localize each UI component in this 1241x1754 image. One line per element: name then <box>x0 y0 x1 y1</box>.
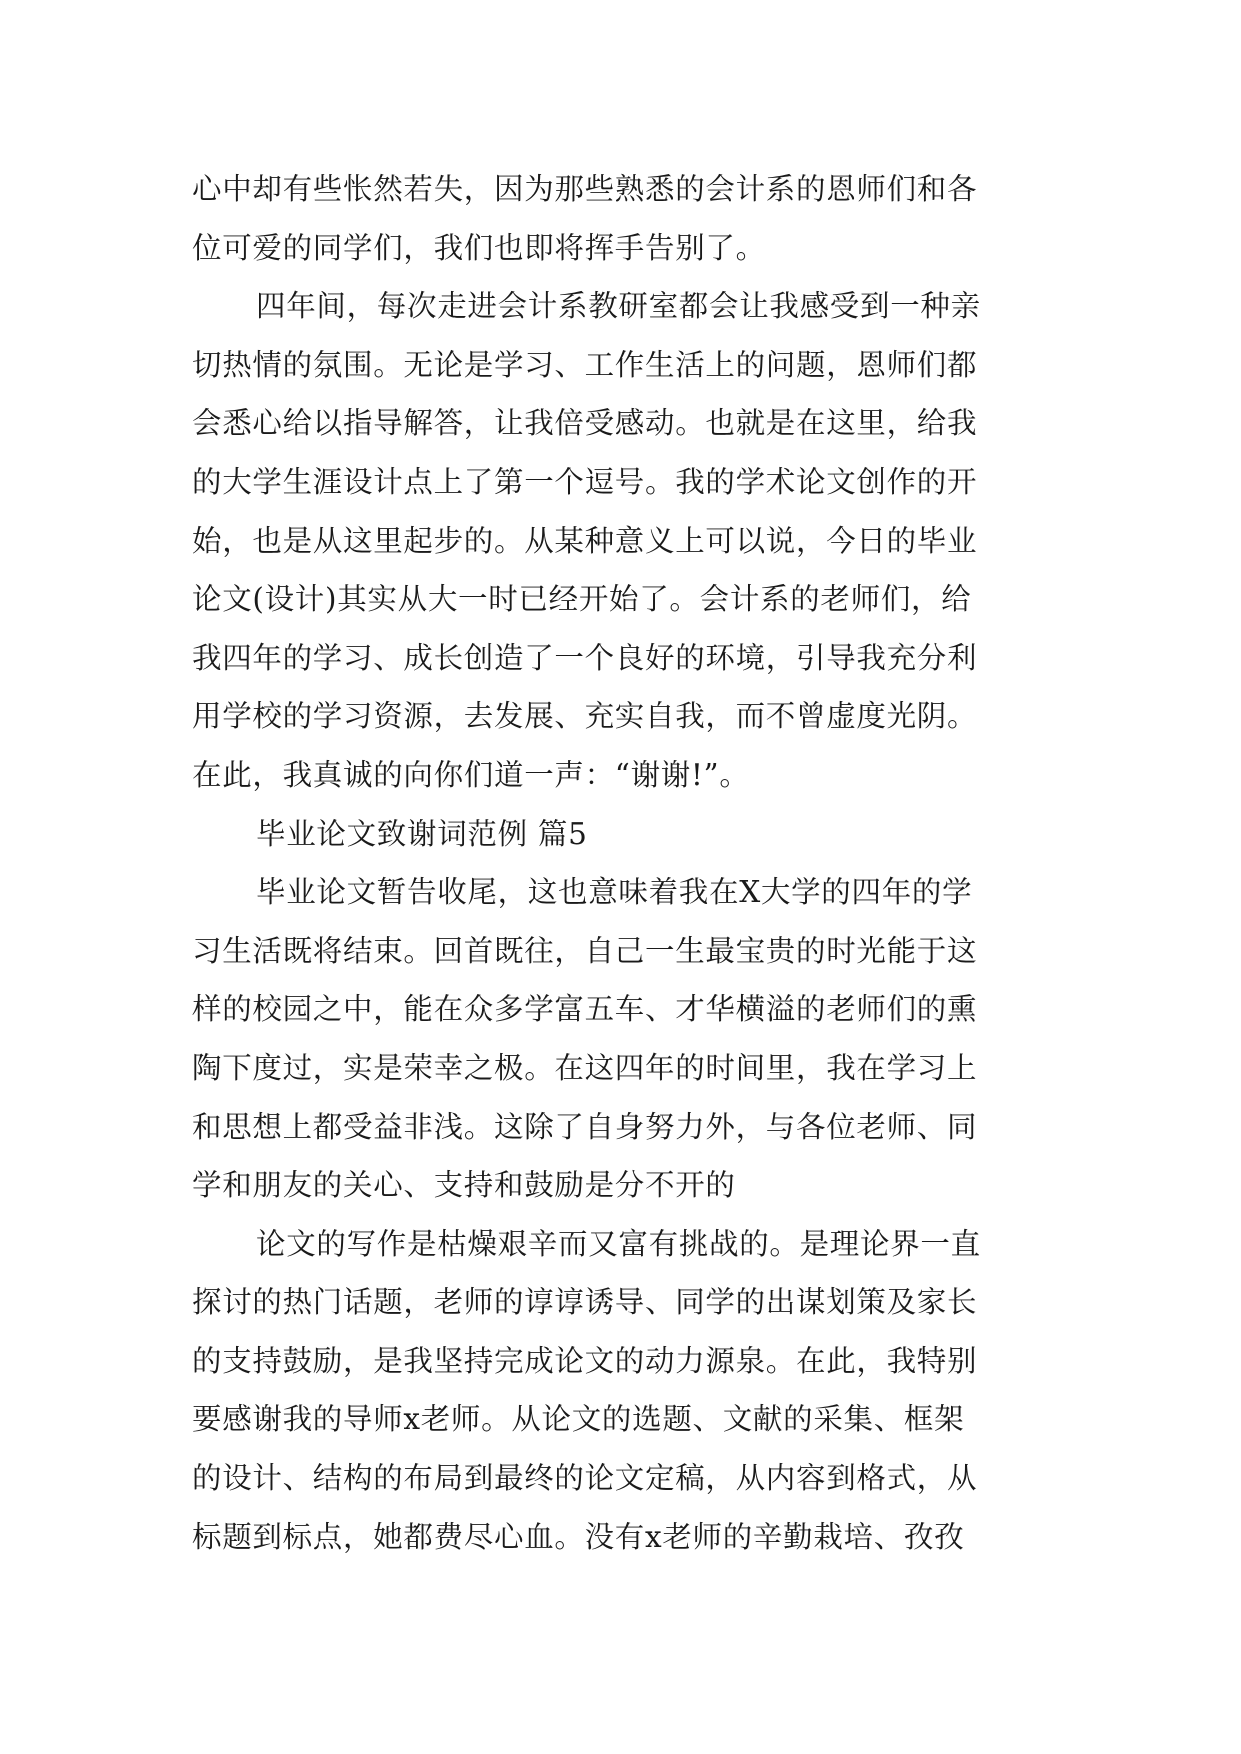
text-line: 用学校的学习资源，去发展、充实自我，而不曾虚度光阴。 <box>192 699 978 734</box>
text-line: 探讨的热门话题，老师的谆谆诱导、同学的出谋划策及家长 <box>192 1285 978 1320</box>
text-line: 毕业论文致谢词范例 篇5 <box>256 816 588 851</box>
text-line: 在此，我真诚的向你们道一声：“谢谢!”。 <box>192 757 750 792</box>
text-line: 要感谢我的导师x老师。从论文的选题、文献的采集、框架 <box>192 1402 965 1437</box>
text-line: 和思想上都受益非浅。这除了自身努力外，与各位老师、同 <box>192 1109 978 1144</box>
body-text <box>192 160 1072 1566</box>
text-line: 会悉心给以指导解答，让我倍受感动。也就是在这里，给我 <box>192 406 978 441</box>
text-line: 论文(设计)其实从大一时已经开始了。会计系的老师们，给 <box>192 582 972 617</box>
text-line: 位可爱的同学们，我们也即将挥手告别了。 <box>192 230 766 265</box>
text-line: 的支持鼓励，是我坚持完成论文的动力源泉。在此，我特别 <box>192 1343 978 1378</box>
text-line: 习生活既将结束。回首既往，自己一生最宝贵的时光能于这 <box>192 933 978 968</box>
text-line: 论文的写作是枯燥艰辛而又富有挑战的。是理论界一直 <box>256 1226 981 1261</box>
text-line: 的大学生涯设计点上了第一个逗号。我的学术论文创作的开 <box>192 464 978 499</box>
text-line: 切热情的氛围。无论是学习、工作生活上的问题，恩师们都 <box>192 347 978 382</box>
text-line: 的设计、结构的布局到最终的论文定稿，从内容到格式，从 <box>192 1461 978 1496</box>
text-line: 始，也是从这里起步的。从某种意义上可以说，今日的毕业 <box>192 523 978 558</box>
text-line: 学和朋友的关心、支持和鼓励是分不开的 <box>192 1168 736 1203</box>
text-line: 我四年的学习、成长创造了一个良好的环境，引导我充分利 <box>192 640 978 675</box>
text-line: 心中却有些怅然若失，因为那些熟悉的会计系的恩师们和各 <box>192 172 978 206</box>
text-line: 四年间，每次走进会计系教研室都会让我感受到一种亲 <box>256 289 981 324</box>
text-line: 样的校园之中，能在众多学富五车、才华横溢的老师们的熏 <box>192 992 978 1027</box>
text-line: 标题到标点，她都费尽心血。没有x老师的辛勤栽培、孜孜 <box>192 1519 965 1554</box>
text-line: 陶下度过，实是荣幸之极。在这四年的时间里，我在学习上 <box>192 1050 978 1085</box>
text-line: 毕业论文暂告收尾，这也意味着我在X大学的四年的学 <box>256 875 973 910</box>
